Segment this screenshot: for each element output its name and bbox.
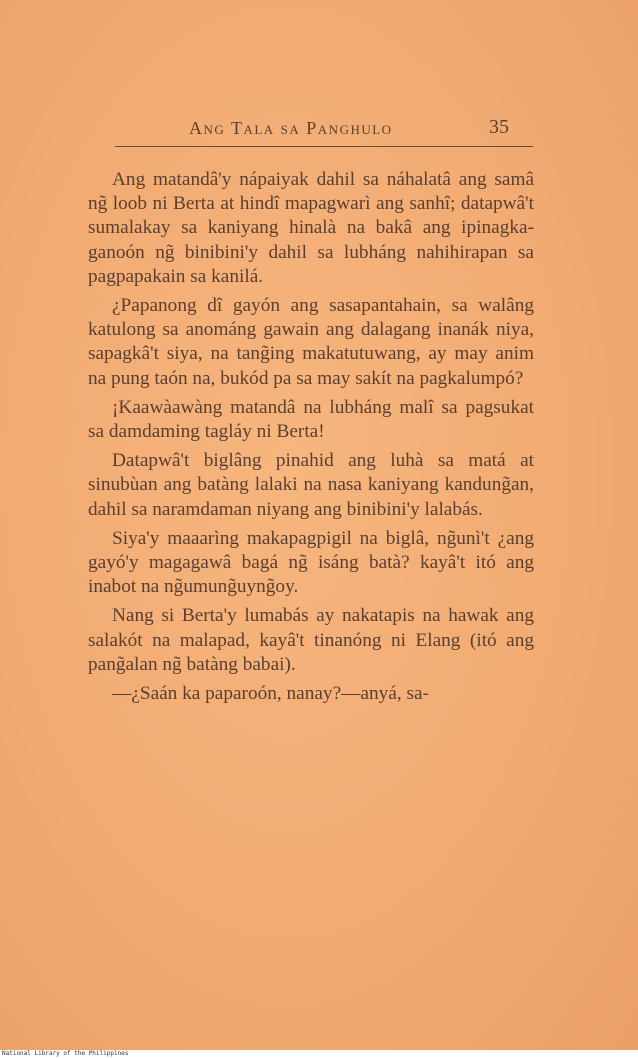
paragraph: Ang matandâ'y nápaiyak dahil sa náhalatâ ang samâ ng̃ loob ni Berta at hindî mapagwarì ang sanhî; datapwâ't sumalakay sa kaniyang hinalà na bakâ ang ipinagkaganoón ng̃ binibini'y dahil sa lubháng nahihirapan sa pagpapakain sa kanilá. bbox=[88, 169, 534, 287]
scan-credit: National Library of the Philippines bbox=[0, 1050, 638, 1058]
body-text bbox=[88, 168, 534, 711]
paragraph: Datapwâ't biglâng pinahid ang luhà sa matá at sinubùan ang batàng lalaki na nasa kaniyang kandung̃an, dahil sa naramdaman niyang ang binibini'y lalabás. bbox=[88, 450, 534, 520]
paragraph: Nang si Berta'y lumabás ay nakatapis na hawak ang salakót na malapad, kayâ't tinanóng ni Elang (itó ang pang̃alan ng̃ batàng babai). bbox=[88, 605, 534, 675]
page-number: 35 bbox=[489, 116, 509, 138]
running-title: Ang Tala sa Panghulo bbox=[189, 118, 393, 138]
paragraph: ¡Kaawàawàng matandâ na lubháng malî sa pagsukat sa damdaming tagláy ni Berta! bbox=[88, 396, 534, 443]
paragraph: —¿Saán ka paparoón, nanay?—anyá, sa- bbox=[112, 683, 429, 705]
paragraph: Siya'y maaarìng makapagpigil na biglâ, ng̃unì't ¿ang gayó'y magagawâ bagá ng̃ isáng batà? kayâ't itó ang inabot na ng̃umung̃uyng̃oy. bbox=[88, 527, 534, 598]
page-header bbox=[115, 118, 533, 147]
paragraph: ¿Papanong dî gayón ang sasapantahain, sa walâng katulong sa anománg gawain ang dalagang inanák niya, sapagkâ't siya, na tang̃ing makatutuwang, ay may anim na pung taón na, bukód pa sa may sakít na pagkalumpó? bbox=[88, 295, 534, 389]
